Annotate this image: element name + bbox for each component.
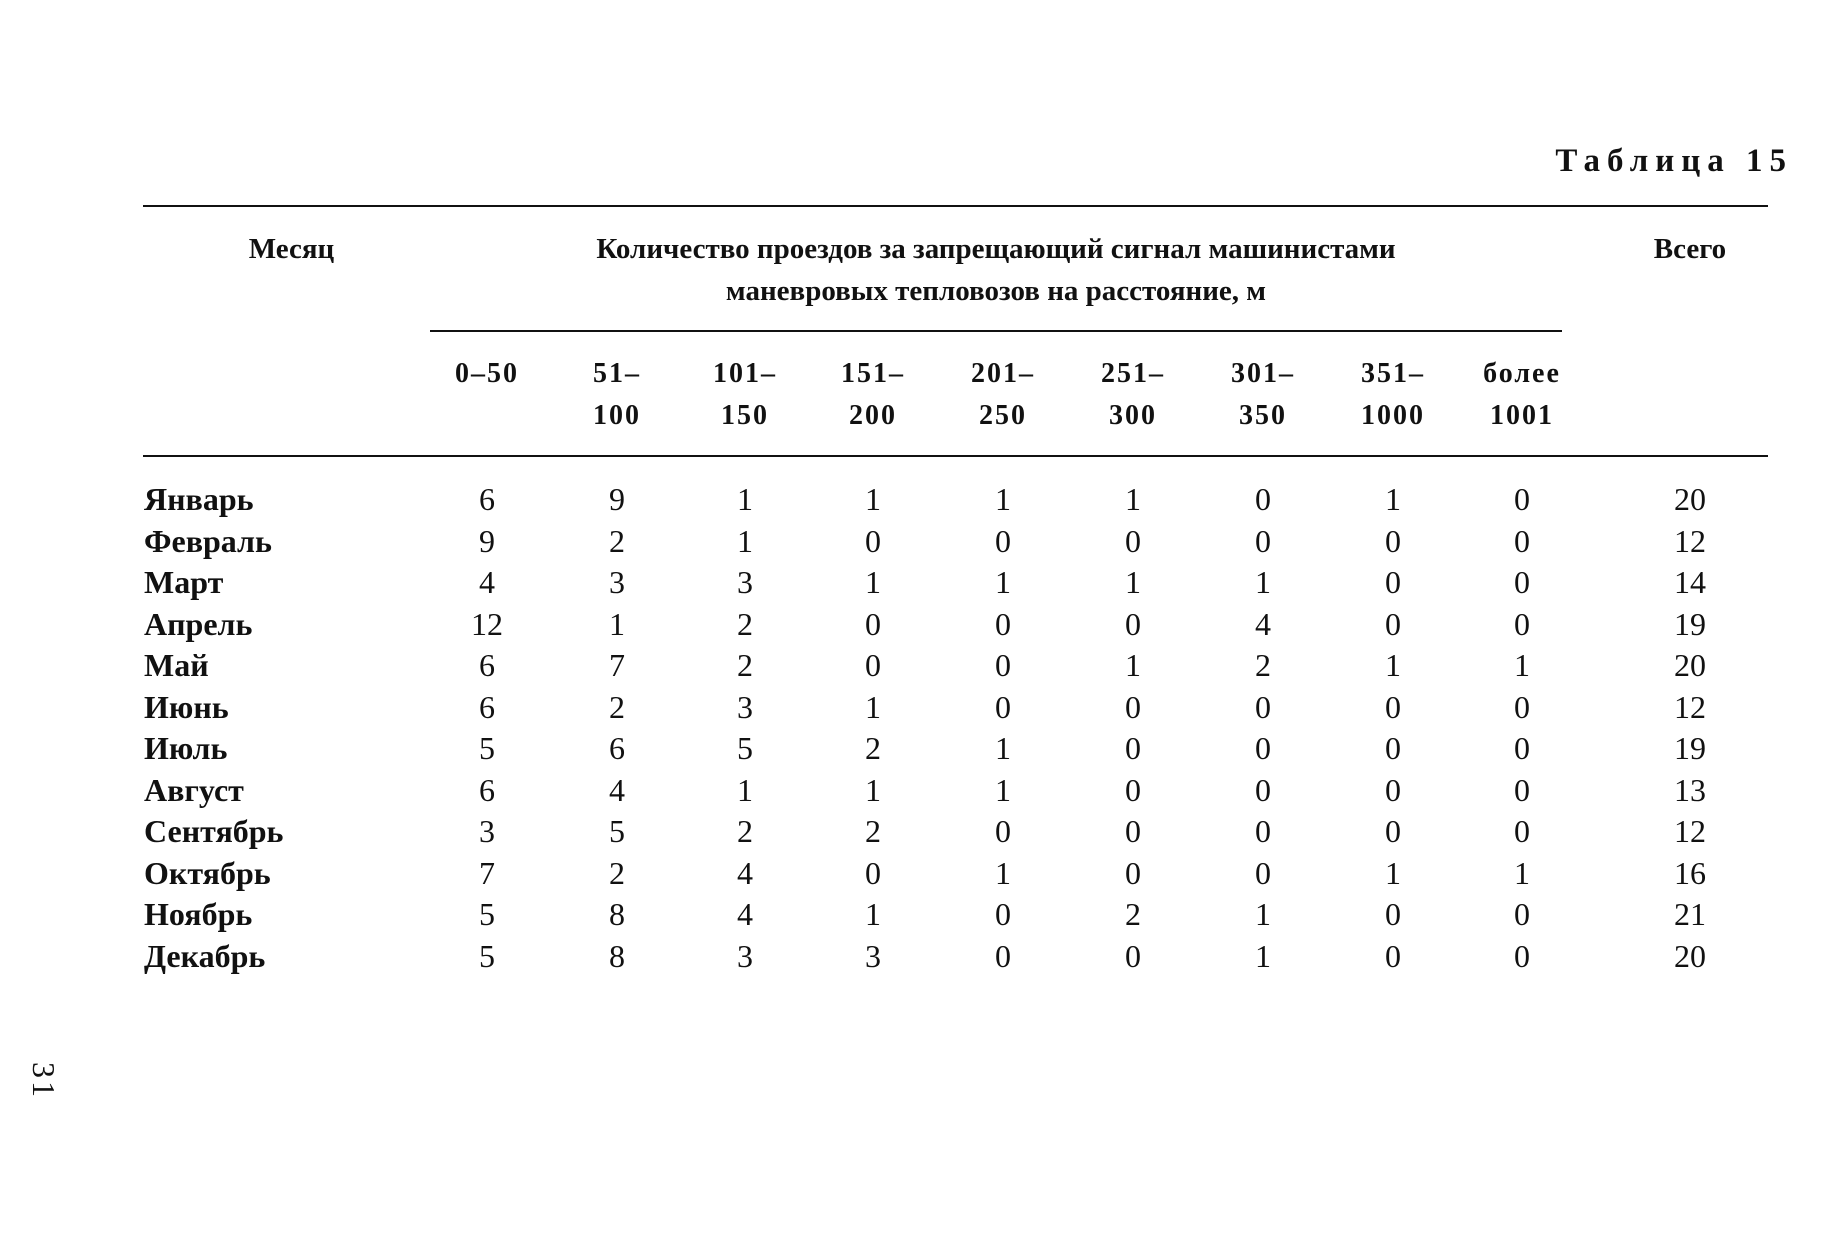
cell-value: 3 [737,688,753,725]
range-header-line-1: 201– [971,358,1035,389]
cell-value: 0 [865,647,881,683]
cell-value: 0 [1385,564,1401,600]
cell-month: Октябрь [144,854,271,891]
table-row [0,769,1843,811]
cell-value: 1 [995,771,1011,808]
table-caption: Таблица 15 [1555,143,1793,179]
cell-value: 2 [609,522,625,559]
cell-value: 1 [1125,647,1141,683]
cell-value: 3 [865,937,881,974]
table-top-rule [143,205,1768,207]
cell-total: 12 [1674,522,1706,559]
cell-total: 14 [1674,564,1706,600]
cell-value: 0 [995,937,1011,974]
cell-value: 1 [1514,854,1530,891]
cell-value: 4 [737,896,753,932]
cell-value: 6 [479,481,495,517]
range-header-line-1: 251– [1101,358,1165,389]
header-month: Месяц [248,233,335,265]
cell-value: 0 [1514,688,1530,725]
cell-total: 13 [1674,771,1706,808]
cell-value: 0 [1125,605,1141,642]
cell-value: 0 [1385,813,1401,849]
table-row [0,520,1843,562]
cell-value: 2 [609,854,625,891]
cell-value: 1 [995,854,1011,891]
header-group-rule [430,330,1562,332]
cell-value: 0 [1514,937,1530,974]
page-number: 31 [26,1062,62,1100]
cell-value: 0 [1514,813,1530,849]
cell-value: 8 [609,896,625,932]
table-row [0,935,1843,977]
cell-value: 8 [609,937,625,974]
cell-value: 5 [737,730,753,766]
cell-value: 0 [995,813,1011,849]
cell-value: 0 [865,605,881,642]
cell-value: 0 [1385,605,1401,642]
cell-value: 6 [479,647,495,683]
cell-value: 0 [1255,771,1271,808]
cell-value: 0 [1125,937,1141,974]
cell-value: 1 [609,605,625,642]
cell-value: 4 [479,564,495,600]
cell-month: Январь [144,481,254,517]
cell-value: 0 [1125,771,1141,808]
range-header [938,353,1068,437]
range-header [680,353,810,437]
cell-value: 0 [1125,813,1141,849]
range-header-line-1: 151– [841,358,905,389]
cell-value: 3 [479,813,495,849]
range-header [422,353,552,395]
table-row [0,727,1843,769]
table-row [0,686,1843,728]
cell-value: 0 [1255,813,1271,849]
header-group [430,228,1562,312]
cell-value: 0 [1385,730,1401,766]
cell-value: 7 [479,854,495,891]
cell-value: 1 [1385,481,1401,517]
cell-value: 1 [1125,564,1141,600]
cell-value: 4 [737,854,753,891]
table-row [0,603,1843,645]
cell-value: 1 [865,688,881,725]
cell-month: Сентябрь [144,813,284,849]
cell-value: 0 [995,522,1011,559]
cell-total: 12 [1674,688,1706,725]
range-header-line-1: 301– [1231,358,1295,389]
cell-value: 1 [1255,564,1271,600]
cell-value: 0 [1125,854,1141,891]
cell-value: 1 [865,771,881,808]
cell-value: 0 [1514,605,1530,642]
cell-value: 1 [737,522,753,559]
cell-total: 12 [1674,813,1706,849]
cell-value: 3 [737,937,753,974]
cell-value: 0 [1385,896,1401,932]
cell-total: 16 [1674,854,1706,891]
cell-value: 1 [995,730,1011,766]
cell-value: 0 [995,647,1011,683]
cell-value: 1 [737,481,753,517]
range-header-line-1: 0–50 [455,358,519,389]
cell-value: 0 [1514,564,1530,600]
cell-value: 0 [995,896,1011,932]
table-row [0,561,1843,603]
cell-total: 20 [1674,937,1706,974]
cell-value: 0 [1125,522,1141,559]
cell-value: 1 [865,896,881,932]
table-row [0,644,1843,686]
cell-value: 5 [479,896,495,932]
range-header-line-2: 250 [979,400,1027,431]
cell-value: 0 [1514,896,1530,932]
cell-value: 0 [1385,522,1401,559]
range-header-line-2: 1001 [1490,400,1554,431]
range-header-line-2: 1000 [1361,400,1425,431]
cell-value: 1 [1255,896,1271,932]
cell-value: 6 [479,771,495,808]
cell-value: 4 [1255,605,1271,642]
range-header-line-2: 300 [1109,400,1157,431]
cell-value: 0 [1514,730,1530,766]
cell-value: 0 [1255,688,1271,725]
cell-value: 4 [609,771,625,808]
cell-total: 20 [1674,481,1706,517]
range-header-line-2: 150 [721,400,769,431]
cell-value: 5 [609,813,625,849]
cell-value: 9 [479,522,495,559]
cell-value: 1 [1125,481,1141,517]
cell-month: Март [144,564,224,600]
cell-value: 6 [609,730,625,766]
cell-value: 0 [1255,854,1271,891]
cell-value: 12 [471,605,503,642]
cell-value: 1 [1255,937,1271,974]
cell-total: 19 [1674,730,1706,766]
table-row [0,478,1843,520]
range-header-line-2: 200 [849,400,897,431]
cell-value: 2 [1125,896,1141,932]
cell-total: 21 [1674,896,1706,932]
cell-value: 3 [609,564,625,600]
cell-value: 2 [1255,647,1271,683]
cell-month: Февраль [144,522,272,559]
header-total: Всего [1653,233,1727,265]
cell-value: 2 [865,730,881,766]
cell-value: 0 [995,688,1011,725]
cell-total: 19 [1674,605,1706,642]
cell-value: 1 [995,481,1011,517]
cell-value: 0 [1385,771,1401,808]
cell-value: 0 [995,605,1011,642]
table-row [0,852,1843,894]
cell-value: 0 [1125,688,1141,725]
cell-value: 0 [1255,481,1271,517]
cell-value: 5 [479,937,495,974]
range-header-line-2: 350 [1239,400,1287,431]
range-header [1457,353,1587,437]
cell-month: Июнь [144,688,229,725]
cell-value: 1 [1385,854,1401,891]
range-header-line-1: 101– [713,358,777,389]
range-header-line-1: более [1483,358,1561,389]
cell-value: 2 [865,813,881,849]
cell-month: Май [144,647,209,683]
cell-value: 0 [1514,522,1530,559]
header-bottom-rule [143,455,1768,457]
cell-value: 5 [479,730,495,766]
cell-value: 0 [1514,771,1530,808]
cell-month: Апрель [144,605,253,642]
range-header-line-1: 51– [593,358,641,389]
cell-value: 0 [865,854,881,891]
range-header-line-1: 351– [1361,358,1425,389]
cell-value: 1 [1385,647,1401,683]
cell-month: Июль [144,730,228,766]
range-header-line-2: 100 [593,400,641,431]
cell-value: 1 [865,564,881,600]
cell-value: 0 [1255,522,1271,559]
range-header [808,353,938,437]
range-header [552,353,682,437]
range-header [1328,353,1458,437]
range-header [1068,353,1198,437]
cell-value: 0 [1125,730,1141,766]
table-row [0,893,1843,935]
cell-value: 7 [609,647,625,683]
cell-value: 9 [609,481,625,517]
cell-value: 0 [1385,937,1401,974]
cell-value: 2 [737,605,753,642]
cell-value: 1 [995,564,1011,600]
range-header [1198,353,1328,437]
cell-month: Август [144,771,244,808]
cell-value: 0 [1514,481,1530,517]
cell-value: 1 [1514,647,1530,683]
cell-month: Декабрь [144,937,266,974]
cell-value: 2 [737,813,753,849]
cell-total: 20 [1674,647,1706,683]
cell-value: 0 [1255,730,1271,766]
cell-value: 0 [865,522,881,559]
header-group-line-1: Количество проездов за запрещающий сигнал машинистами [596,233,1396,265]
table-row [0,810,1843,852]
cell-value: 2 [737,647,753,683]
cell-value: 1 [737,771,753,808]
cell-value: 3 [737,564,753,600]
cell-value: 2 [609,688,625,725]
cell-value: 6 [479,688,495,725]
header-group-line-2: маневровых тепловозов на расстояние, м [725,275,1267,307]
cell-month: Ноябрь [144,896,253,932]
cell-value: 1 [865,481,881,517]
cell-value: 0 [1385,688,1401,725]
